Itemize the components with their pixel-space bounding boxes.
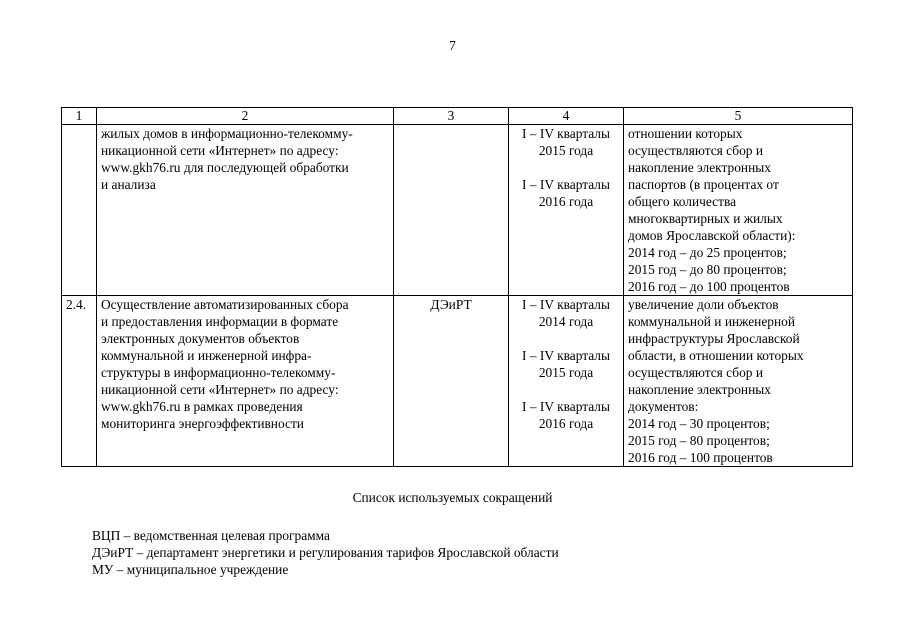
abbreviations-title: Список используемых сокращений [352, 490, 553, 505]
header-cell: 5 [624, 108, 853, 125]
period-text: I – IV кварталы 2016 года [522, 399, 610, 431]
result-cell: отношении которых осуществляются сбор и накопление электронных паспортов (в процентах от общего количества многоквартирных и жилых домов Ярославской области): 2014 год – до 25 процентов; 2015 год – до 80 процентов; 2016 год – до 100 процентов [624, 125, 853, 296]
activities-table [61, 107, 853, 467]
period-text: I – IV кварталы 2014 года [522, 297, 610, 329]
period-cell [509, 125, 624, 296]
abbreviation-item: ДЭиРТ – департамент энергетики и регулирования тарифов Ярославской области [92, 545, 559, 560]
table-row [62, 296, 853, 467]
period-cell [509, 296, 624, 467]
header-cell: 3 [394, 108, 509, 125]
activity-cell: жилых домов в информационно-телекомму- никационной сети «Интернет» по адресу: www.gkh76.ru для последующей обработки и анализа [97, 125, 394, 296]
activity-cell: Осуществление автоматизированных сбора и предоставления информации в формате электронных документов объектов коммунальной и инженерной инфра- структуры в информационно-телекомму- никационной сети «Интернет» по адресу: www.gkh76.ru в рамках проведения мониторинга энергоэффективности [97, 296, 394, 467]
period-text: I – IV кварталы 2016 года [522, 177, 610, 209]
table-header-row [62, 108, 853, 125]
header-cell: 1 [62, 108, 97, 125]
table-row [62, 125, 853, 296]
abbreviations-list [92, 527, 559, 578]
executor-cell [394, 125, 509, 296]
header-cell: 2 [97, 108, 394, 125]
abbreviation-item: ВЦП – ведомственная целевая программа [92, 528, 330, 543]
page-number: 7 [449, 38, 456, 53]
period-text: I – IV кварталы 2015 года [522, 348, 610, 380]
period-text: I – IV кварталы 2015 года [522, 126, 610, 158]
row-number-cell [62, 125, 97, 296]
abbreviation-item: МУ – муниципальное учреждение [92, 562, 289, 577]
row-number-cell: 2.4. [62, 296, 97, 467]
header-cell: 4 [509, 108, 624, 125]
result-cell: увеличение доли объектов коммунальной и инженерной инфраструктуры Ярославской области, в отношении которых осуществляются сбор и накопление электронных документов: 2014 год – 30 процентов; 2015 год – 80 процентов; 2016 год – 100 процентов [624, 296, 853, 467]
executor-cell: ДЭиРТ [394, 296, 509, 467]
